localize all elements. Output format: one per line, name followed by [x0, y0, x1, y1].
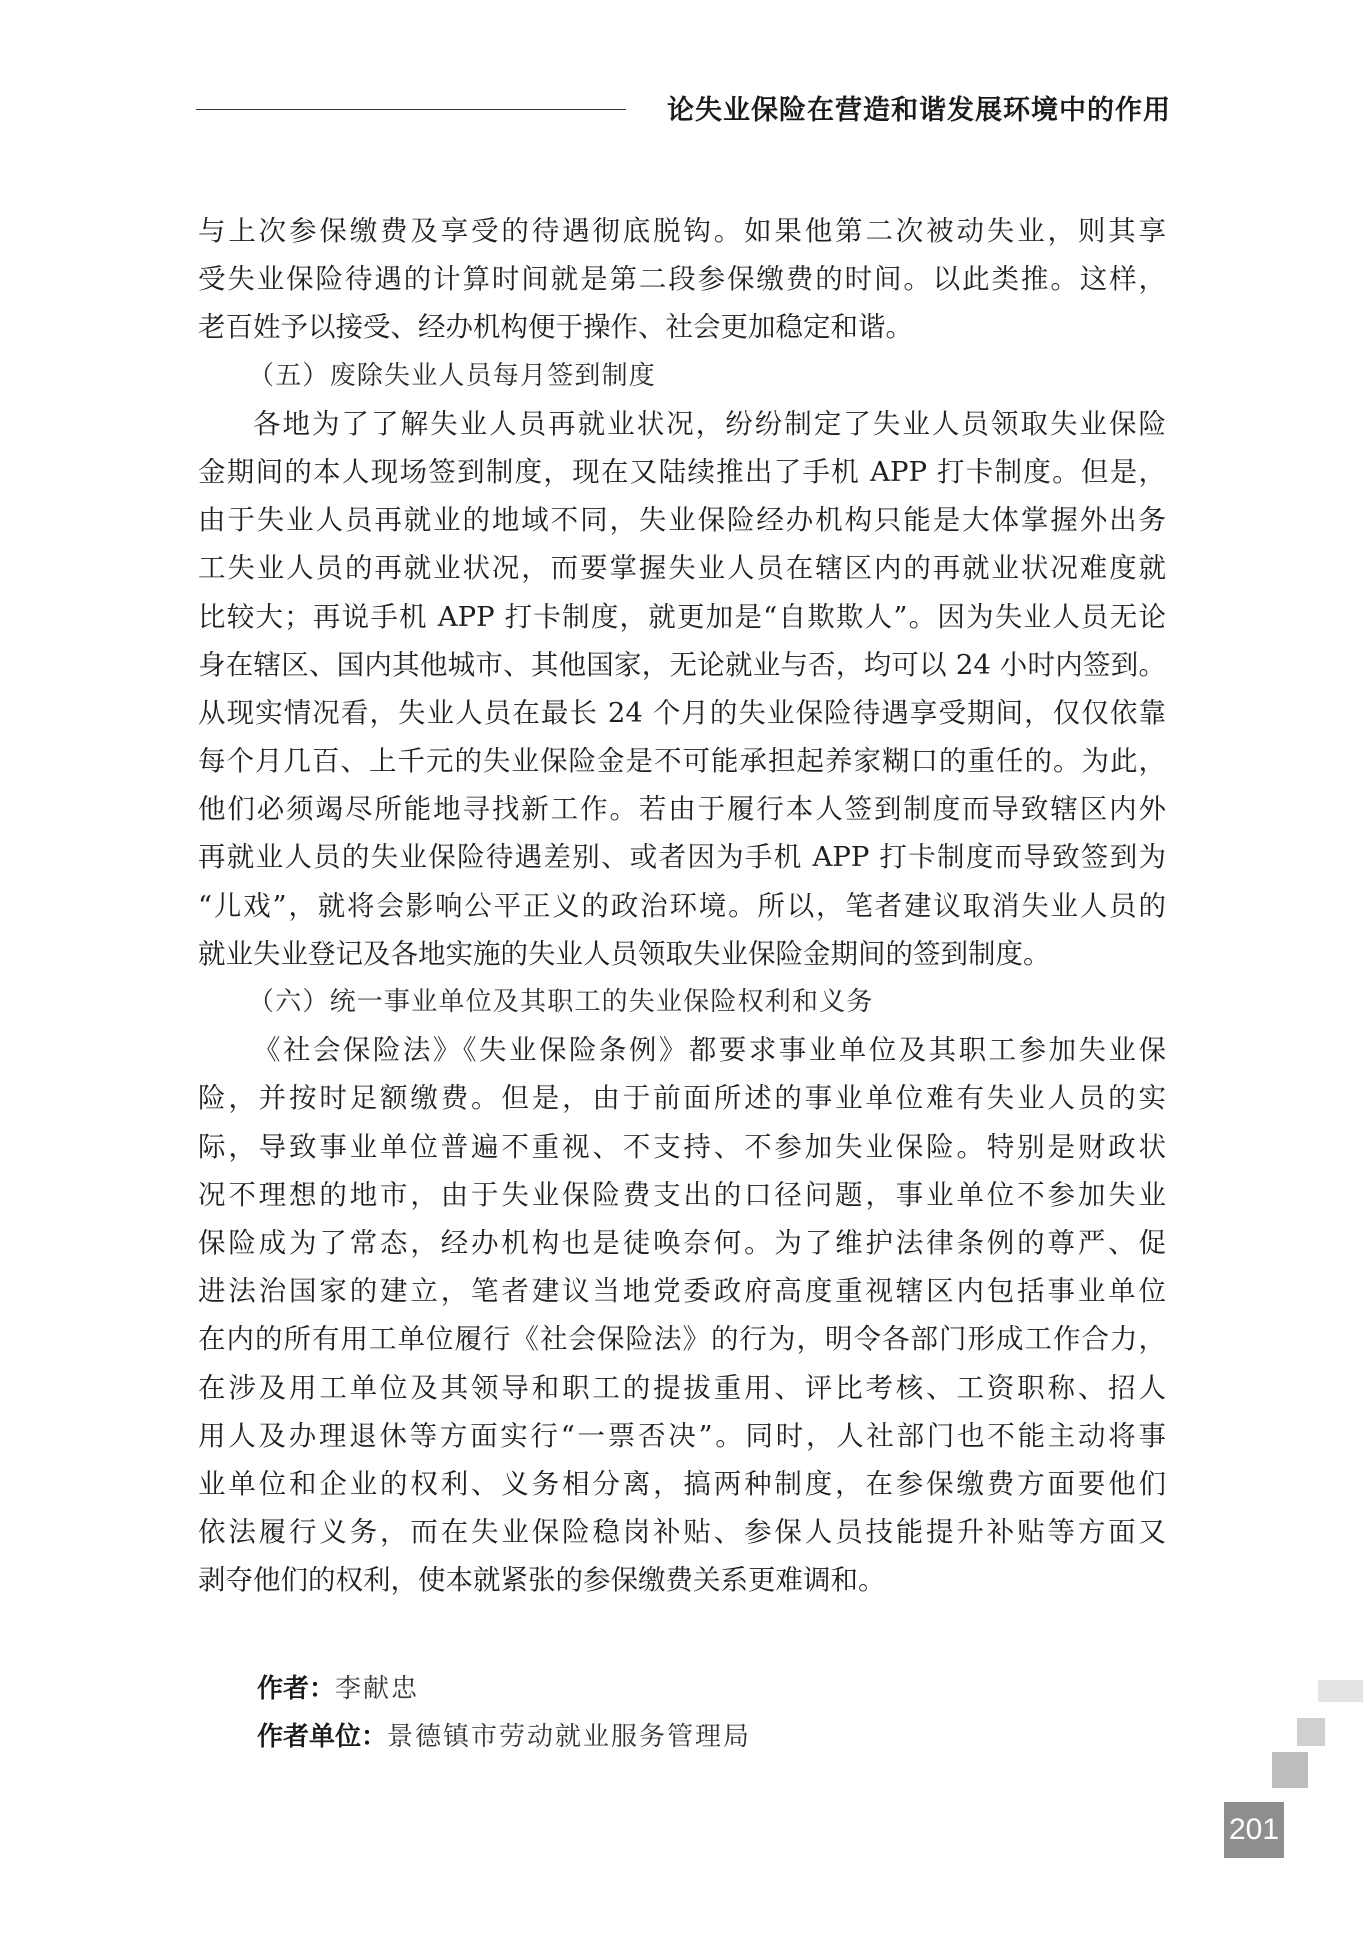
- paragraph-line: 金期间的本人现场签到制度，现在又陆续推出了手机 APP 打卡制度。但是，: [198, 455, 1166, 488]
- decorative-square: [1272, 1752, 1308, 1788]
- paragraph-line: 再就业人员的失业保险待遇差别、或者因为手机 APP 打卡制度而导致签到为: [198, 841, 1166, 874]
- paragraph-line: 每个月几百、上千元的失业保险金是不可能承担起养家糊口的重任的。为此，: [198, 745, 1166, 778]
- paragraph-line: 从现实情况看，失业人员在最长 24 个月的失业保险待遇享受期间，仅仅依靠: [198, 696, 1166, 729]
- paragraph-line: 际，导致事业单位普遍不重视、不支持、不参加失业保险。特别是财政状: [198, 1130, 1166, 1163]
- paragraph-line: 各地为了了解失业人员再就业状况，纷纷制定了失业人员领取失业保险: [253, 407, 1166, 440]
- paragraph-line: 险，并按时足额缴费。但是，由于前面所述的事业单位难有失业人员的实: [198, 1082, 1166, 1115]
- section-heading-6: （六）统一事业单位及其职工的失业保险权利和义务: [248, 987, 874, 1017]
- paragraph-line: 保险成为了常态，经办机构也是徒唤奈何。为了维护法律条例的尊严、促: [198, 1226, 1166, 1259]
- paragraph-line: 《社会保险法》《失业保险条例》都要求事业单位及其职工参加失业保: [253, 1034, 1166, 1067]
- section-heading-5: （五）废除失业人员每月签到制度: [248, 360, 657, 391]
- paragraph-line: 况不理想的地市，由于失业保险费支出的口径问题，事业单位不参加失业: [198, 1178, 1166, 1211]
- author-unit-value: 景德镇市劳动就业服务管理局: [387, 1722, 752, 1752]
- page-number: 201: [1224, 1802, 1284, 1858]
- author-unit-row: [257, 1713, 751, 1761]
- author-unit-label: 作者单位：: [257, 1722, 388, 1752]
- paragraph-line: 依法履行义务，而在失业保险稳岗补贴、参保人员技能提升补贴等方面又: [198, 1516, 1166, 1549]
- paragraph-line: 工失业人员的再就业状况，而要掌握失业人员在辖区内的再就业状况难度就: [198, 552, 1166, 585]
- paragraph-line: 老百姓予以接受、经办机构便于操作、社会更加稳定和谐。: [198, 311, 913, 344]
- paragraph-line: 由于失业人员再就业的地域不同，失业保险经办机构只能是大体掌握外出务: [198, 504, 1166, 537]
- author-name-value: 李献忠: [335, 1674, 420, 1704]
- author-name-row: [257, 1665, 751, 1713]
- running-header-title: 论失业保险在营造和谐发展环境中的作用: [667, 95, 1171, 126]
- decorative-square: [1297, 1718, 1325, 1746]
- paragraph-line: 比较大；再说手机 APP 打卡制度，就更加是“自欺欺人”。因为失业人员无论: [198, 600, 1166, 633]
- paragraph-line: 剥夺他们的权利，使本就紧张的参保缴费关系更难调和。: [198, 1564, 886, 1597]
- paragraph-line: 在内的所有用工单位履行《社会保险法》的行为，明令各部门形成工作合力，: [198, 1323, 1166, 1356]
- header-rule: [196, 109, 626, 110]
- author-name-label: 作者：: [257, 1674, 336, 1704]
- paragraph-line: 他们必须竭尽所能地寻找新工作。若由于履行本人签到制度而导致辖区内外: [198, 793, 1166, 826]
- paragraph-line: 受失业保险待遇的计算时间就是第二段参保缴费的时间。以此类推。这样，: [198, 263, 1166, 296]
- paragraph-line: 在涉及用工单位及其领导和职工的提拔重用、评比考核、工资职称、招人: [198, 1371, 1166, 1404]
- paragraph-line: 用人及办理退休等方面实行“一票否决”。同时，人社部门也不能主动将事: [198, 1419, 1166, 1452]
- decorative-square: [1318, 1680, 1363, 1702]
- paragraph-line: 身在辖区、国内其他城市、其他国家，无论就业与否，均可以 24 小时内签到。: [198, 648, 1166, 681]
- paragraph-line: 进法治国家的建立，笔者建议当地党委政府高度重视辖区内包括事业单位: [198, 1275, 1166, 1308]
- body-text: [198, 207, 1166, 1604]
- paragraph-line: 业单位和企业的权利、义务相分离，搞两种制度，在参保缴费方面要他们: [198, 1467, 1166, 1500]
- author-info: [257, 1665, 751, 1761]
- paragraph-line: 与上次参保缴费及享受的待遇彻底脱钩。如果他第二次被动失业，则其享: [198, 215, 1166, 247]
- paragraph-line: “儿戏”，就将会影响公平正义的政治环境。所以，笔者建议取消失业人员的: [198, 889, 1166, 922]
- paragraph-line: 就业失业登记及各地实施的失业人员领取失业保险金期间的签到制度。: [198, 937, 1051, 970]
